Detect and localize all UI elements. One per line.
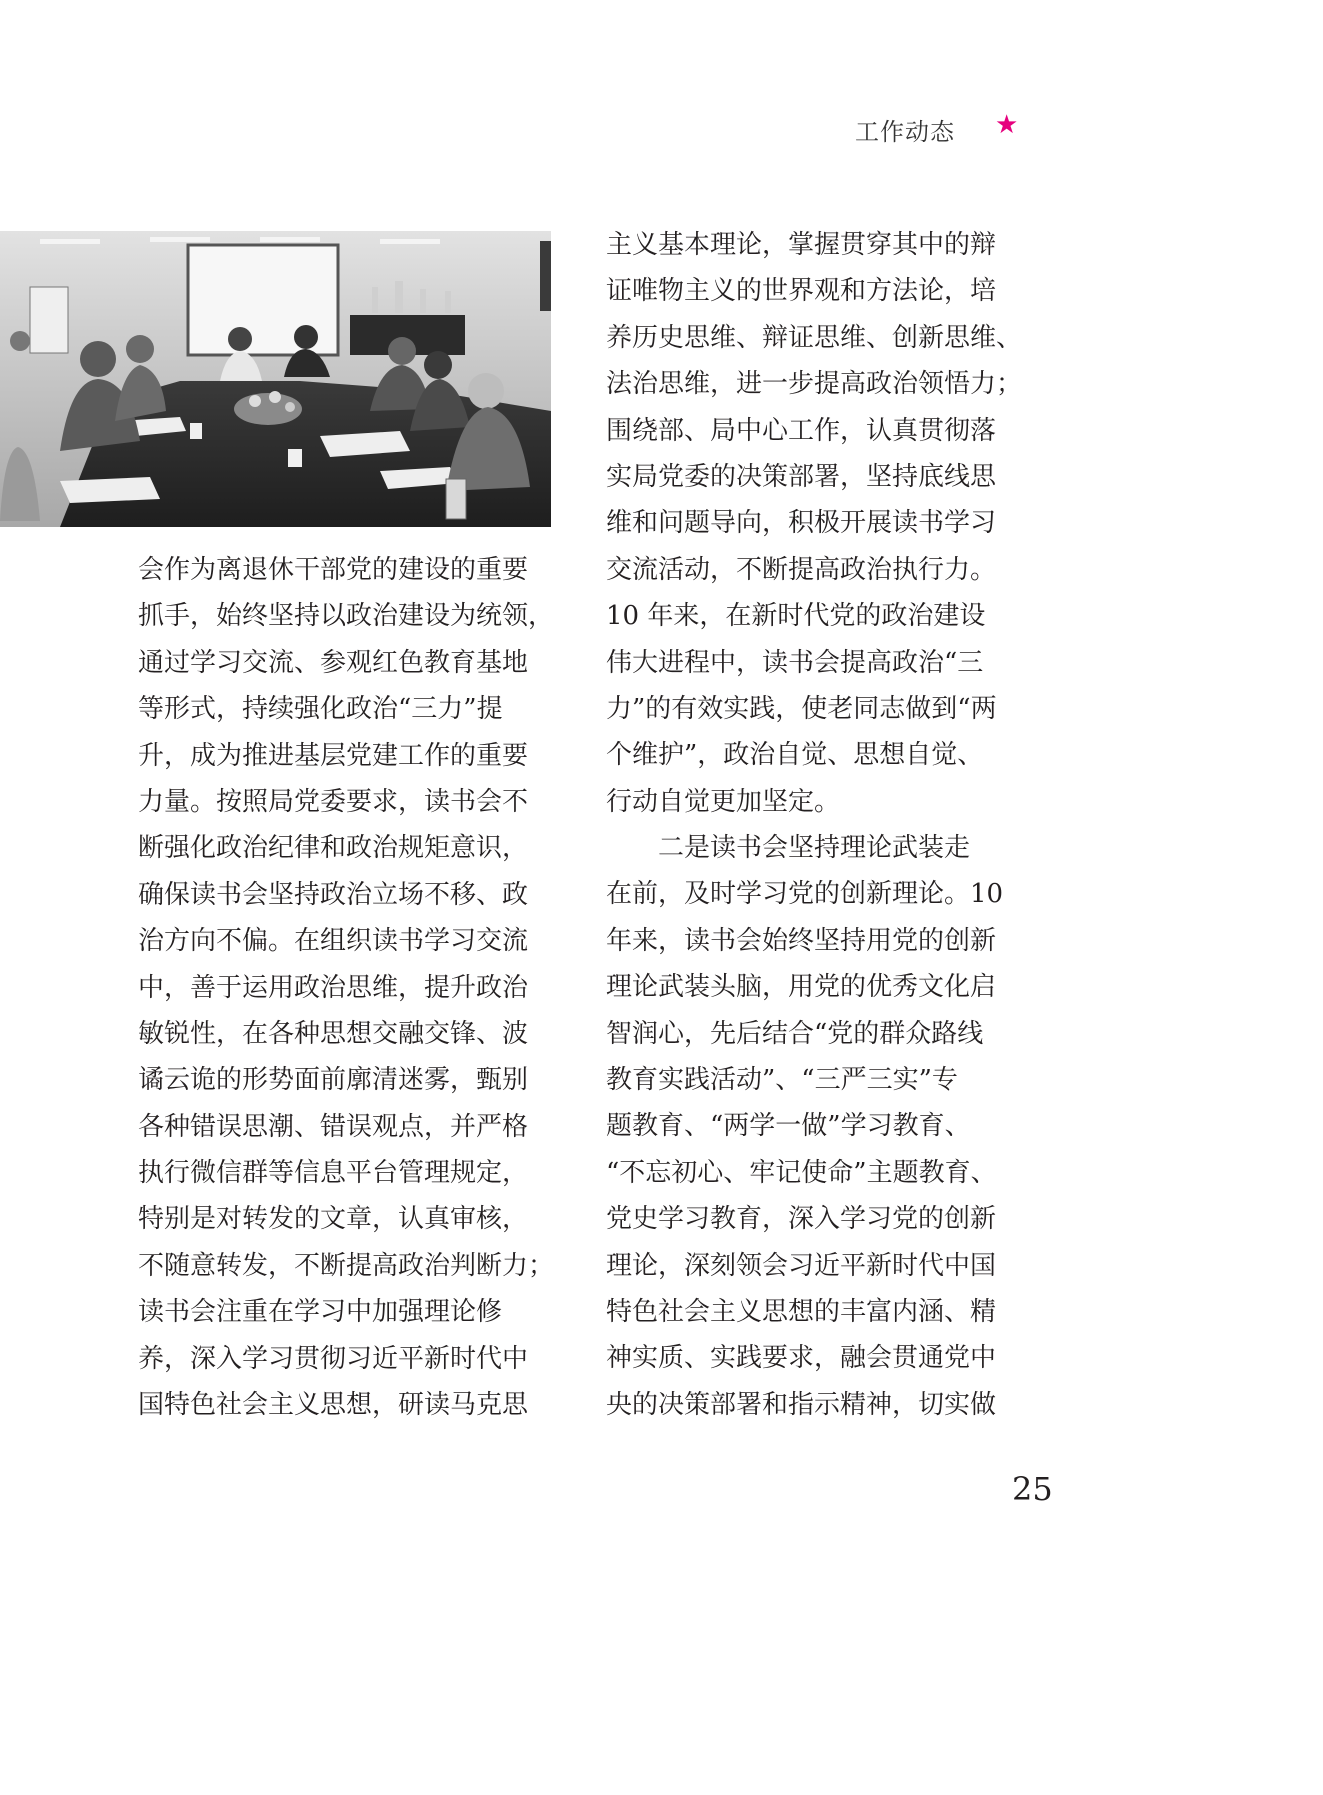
text-line: 维和问题导向，积极开展读书学习 [606,508,997,539]
text-line: 党史学习教育，深入学习党的创新 [606,1204,997,1235]
text-line: 养历史思维、辩证思维、创新思维、 [606,322,1023,353]
text-line: 敏锐性，在各种思想交融交锋、波 [138,1018,529,1049]
text-line: 各种错误思潮、错误观点，并严格 [138,1111,529,1142]
text-line: 10 年来，在新时代党的政治建设 [606,601,986,632]
star-icon: ★ [995,110,1020,140]
section-header [855,110,1020,147]
text-line: 等形式，持续强化政治“三力”提 [138,694,503,725]
text-line: 升，成为推进基层党建工作的重要 [138,740,529,771]
page-number: 25 [1012,1470,1053,1508]
text-line: 确保读书会坚持政治立场不移、政 [138,879,529,910]
text-line: 特别是对转发的文章，认真审核， [138,1204,529,1235]
text-line: 神实质、实践要求，融会贯通党中 [606,1343,997,1374]
text-line: 特色社会主义思想的丰富内涵、精 [606,1296,997,1327]
text-line: 断强化政治纪律和政治规矩意识， [138,833,529,864]
text-line: 国特色社会主义思想，研读马克思 [138,1390,529,1421]
text-line: 中，善于运用政治思维，提升政治 [138,972,529,1003]
text-line: 行动自觉更加坚定。 [606,786,841,817]
right-text-column [606,222,1023,1428]
text-line: 养，深入学习贯彻习近平新时代中 [138,1343,529,1374]
text-line: 通过学习交流、参观红色教育基地 [138,647,529,678]
text-line: 理论武装头脑，用党的优秀文化启 [606,972,997,1003]
text-line: 法治思维，进一步提高政治领悟力； [606,369,1023,400]
text-line: 力量。按照局党委要求，读书会不 [138,786,529,817]
text-line: 谲云诡的形势面前廓清迷雾，甄别 [138,1065,529,1096]
text-line: 会作为离退休干部党的建设的重要 [138,555,529,585]
text-line: 执行微信群等信息平台管理规定， [138,1158,529,1189]
text-line: 二是读书会坚持理论武装走 [606,833,971,864]
text-line: 教育实践活动”、“三严三实”专 [606,1065,958,1096]
text-line: 个维护”，政治自觉、思想自觉、 [606,740,984,771]
text-line: 交流活动，不断提高政治执行力。 [606,554,997,585]
text-line: 读书会注重在学习中加强理论修 [138,1297,503,1328]
text-line: 证唯物主义的世界观和方法论，培 [606,276,997,307]
text-line: 智润心，先后结合“党的群众路线 [606,1018,984,1049]
text-line: 央的决策部署和指示精神，切实做 [606,1389,997,1420]
section-title: 工作动态 [855,118,955,146]
left-text-column [138,547,555,1428]
text-line: 理论，深刻领会习近平新时代中国 [606,1250,997,1281]
text-line: 治方向不偏。在组织读书学习交流 [138,926,529,957]
text-line: 题教育、“两学一做”学习教育、 [606,1111,971,1142]
text-line: 主义基本理论，掌握贯穿其中的辩 [606,230,997,260]
text-line: “不忘初心、牢记使命”主题教育、 [606,1157,997,1188]
text-line: 在前，及时学习党的创新理论。10 [606,879,1004,910]
text-line: 力”的有效实践，使老同志做到“两 [606,693,997,724]
text-line: 不随意转发，不断提高政治判断力； [138,1250,555,1281]
meeting-photo [0,231,551,527]
text-line: 年来，读书会始终坚持用党的创新 [606,925,997,956]
text-line: 抓手，始终坚持以政治建设为统领， [138,601,555,632]
text-line: 围绕部、局中心工作，认真贯彻落 [606,415,997,446]
text-line: 伟大进程中，读书会提高政治“三 [606,647,984,678]
text-line: 实局党委的决策部署，坚持底线思 [606,461,997,492]
